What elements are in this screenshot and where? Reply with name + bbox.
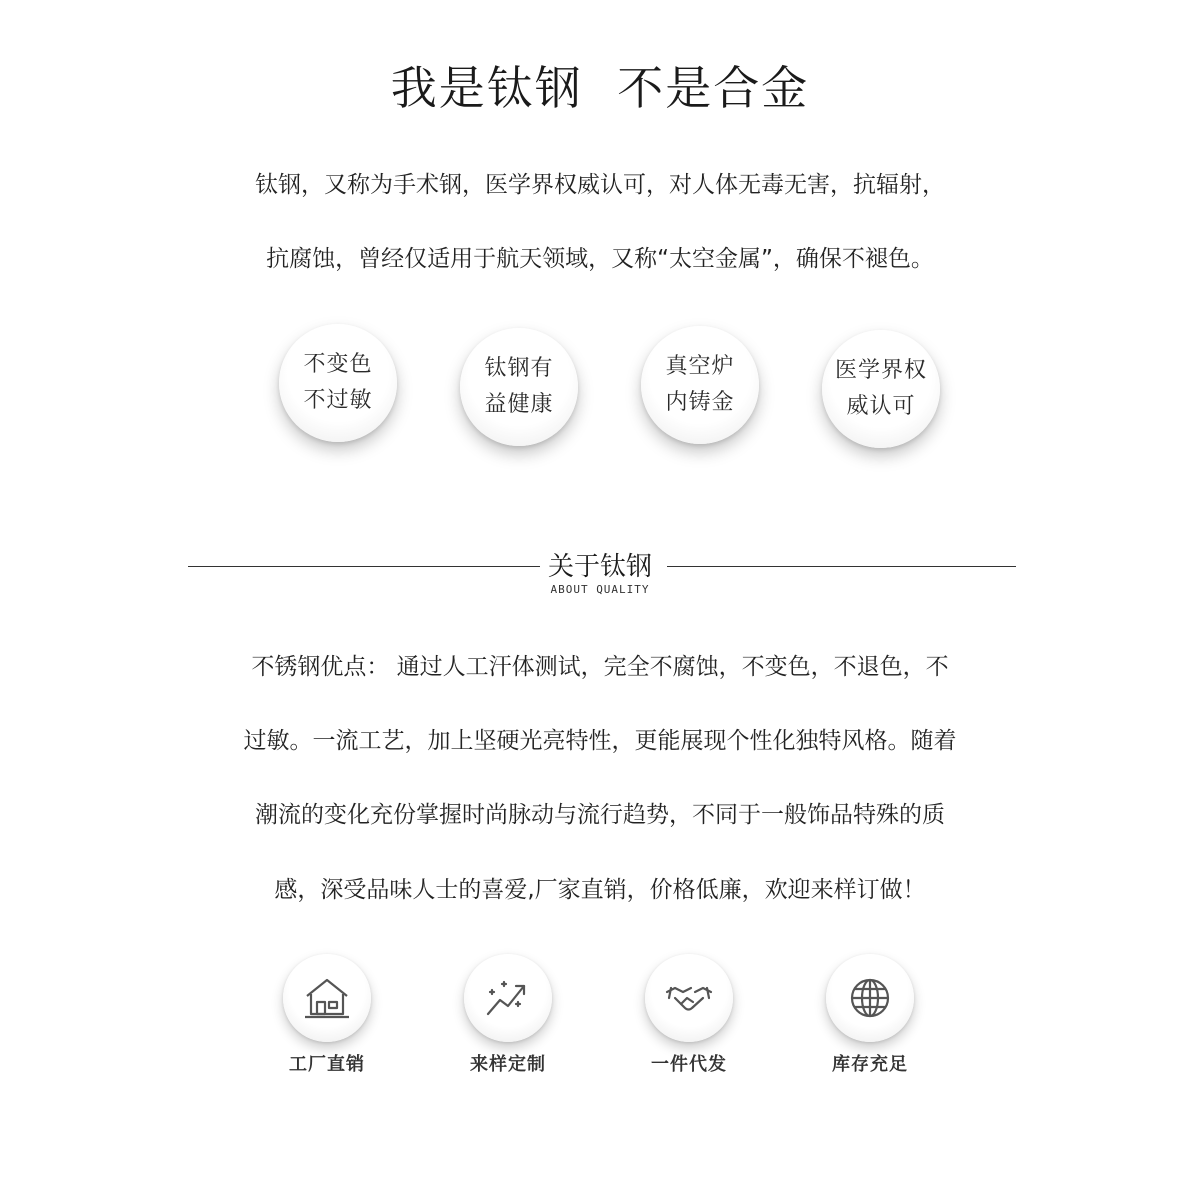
feature-badge-text: 钛钢有 bbox=[484, 356, 554, 381]
about-line-1: 不锈钢优点： 通过人工汗体测试，完全不腐蚀，不变色，不退色，不 bbox=[251, 654, 949, 680]
service-label-custom: 来样定制 bbox=[470, 1054, 546, 1075]
service-label-factory: 工厂直销 bbox=[289, 1054, 365, 1075]
service-label-dropship: 一件代发 bbox=[651, 1054, 727, 1075]
trend-chart-icon bbox=[480, 970, 536, 1026]
globe-icon bbox=[842, 970, 898, 1026]
service-label-stock: 库存充足 bbox=[832, 1054, 908, 1075]
handshake-icon bbox=[661, 970, 717, 1026]
section-title: 关于钛钢 bbox=[547, 552, 652, 582]
feature-badge-text: 益健康 bbox=[484, 392, 554, 417]
page-title: 我是钛钢 不是合金 bbox=[390, 61, 810, 115]
feature-badge-text: 内铸金 bbox=[665, 390, 735, 415]
feature-badge-text: 不过敏 bbox=[303, 388, 373, 413]
feature-badge-text: 威认可 bbox=[846, 394, 916, 419]
feature-badge-3 bbox=[641, 326, 759, 444]
section-subtitle: ABOUT QUALITY bbox=[550, 583, 650, 596]
about-line-4: 感，深受品味人士的喜爱,厂家直销，价格低廉，欢迎来样订做！ bbox=[274, 877, 926, 903]
about-line-3: 潮流的变化充份掌握时尚脉动与流行趋势，不同于一般饰品特殊的质 bbox=[255, 802, 945, 828]
handshake-icon-badge bbox=[645, 954, 733, 1042]
about-line-2: 过敏。一流工艺，加上坚硬光亮特性，更能展现个性化独特风格。随着 bbox=[243, 728, 957, 754]
trend-chart-icon-badge bbox=[464, 954, 552, 1042]
feature-badge-text: 不变色 bbox=[303, 352, 373, 377]
factory-icon bbox=[299, 970, 355, 1026]
feature-badge-text: 医学界权 bbox=[834, 358, 927, 383]
feature-badge-text: 真空炉 bbox=[665, 354, 735, 379]
globe-icon-badge bbox=[826, 954, 914, 1042]
intro-line-2: 抗腐蚀，曾经仅适用于航天领域，又称“太空金属”，确保不褪色。 bbox=[266, 246, 934, 272]
feature-badge-1 bbox=[279, 324, 397, 442]
feature-badge-2 bbox=[460, 328, 578, 446]
factory-icon-badge bbox=[283, 954, 371, 1042]
intro-line-1: 钛钢，又称为手术钢，医学界权威认可，对人体无毒无害，抗辐射， bbox=[255, 172, 945, 198]
feature-badge-4 bbox=[822, 330, 940, 448]
